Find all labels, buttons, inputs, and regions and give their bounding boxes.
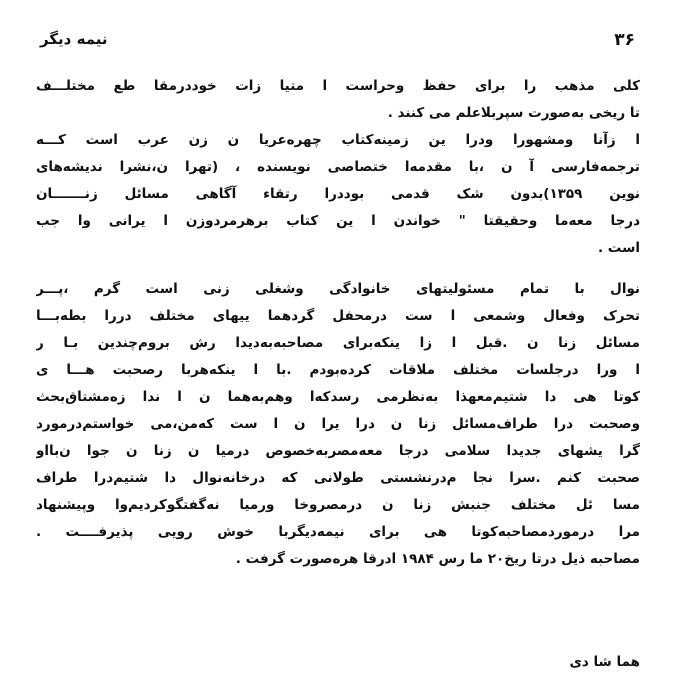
text-line: ترجمه‌فارسی آ ن ،با مقدمه‌ا ختصاصی نویسنده ، (تهرا ن،نشرا ندیشه‌های [36,159,640,175]
text-line: ا زآنا ومشهورا ودرا ین زمینه‌کتاب چهره‌عریا ن زن عرب است کـــه [36,132,640,148]
page-number: ۳۶ [614,30,635,50]
running-title: نیمه دیگر [40,30,108,48]
author-signature: هما شا دی [569,654,640,670]
article-body [36,73,640,573]
page-header [40,30,635,60]
text-line: تا ریخی به‌صورت سپربلاعلم می کنند . [387,105,640,121]
text-line: نوال با تمام مسئولیتهای خانوادگی وشغلی زنی است گرم ،پـــر [36,281,640,297]
text-line: نوین ۱۳۵۹)بدون شک قدمی بوددرا رتقاء آگاهی مسائل زنـــــــان [36,186,640,202]
text-line: گرا یشهای جدیدا سلامی درجا معه‌مصربه‌خصوص درمیا ن زنا ن جوا ن‌با‌او [36,443,640,459]
text-line: کلی مذهب را برای حفظ وحراست ا متیا زات خوددرمقا طع مختلـــف [36,78,640,94]
text-line: مسائل زنا ن .قبل ا زا ینکه‌برای مصاحبه‌به‌دیدا رش بروم‌چندین بـا ر [36,335,640,351]
text-line: صحبت کنم .سرا نجا م‌درنشستی طولانی که درخانه‌نوال دا شتیم‌درا طراف [36,470,640,486]
text-line: درجا معه‌ما وحقیقتا " خواندن ا ین کتاب برهرمردوزن ا یرانی وا جب [36,213,640,229]
text-line: مسا ئل مختلف جنبش زنا ن درمصروخا ورمیا نه‌گفتگوکردیم‌وا وپیشنهاد [36,497,640,513]
text-line: است . [597,240,640,256]
text-line: تحرک وفعال وشمعی ا ست درمحفل گردهما ییهای مختلف دررا بطه‌بـــا [36,308,640,324]
text-line: مصاحبه ذیل درتا ریخ۲۰ ما رس ۱۹۸۴ ادرقا هره‌صورت گرفت . [235,551,640,567]
text-line: کوتا هی دا شتیم‌معهذا به‌نظرمی رسدکه‌ا وهم‌به‌هما ن ا ندا زه‌مشتاق‌بحث [36,389,640,405]
text-line: وصحبت درا طراف‌مسائل زنا ن درا یرا ن ا ست که‌من،می خواستم‌درمورد [36,416,640,432]
text-line: مرا درموردمصاحبه‌کوتا هی برای نیمه‌دیگربا خوش رویی پذیرفــــت . [36,524,640,540]
paragraph-gap [36,262,640,276]
text-line: ا ورا درجلسات مختلف ملاقات کرده‌بودم .با ا ینکه‌هربا رصحبت هـــا ی [36,362,640,378]
